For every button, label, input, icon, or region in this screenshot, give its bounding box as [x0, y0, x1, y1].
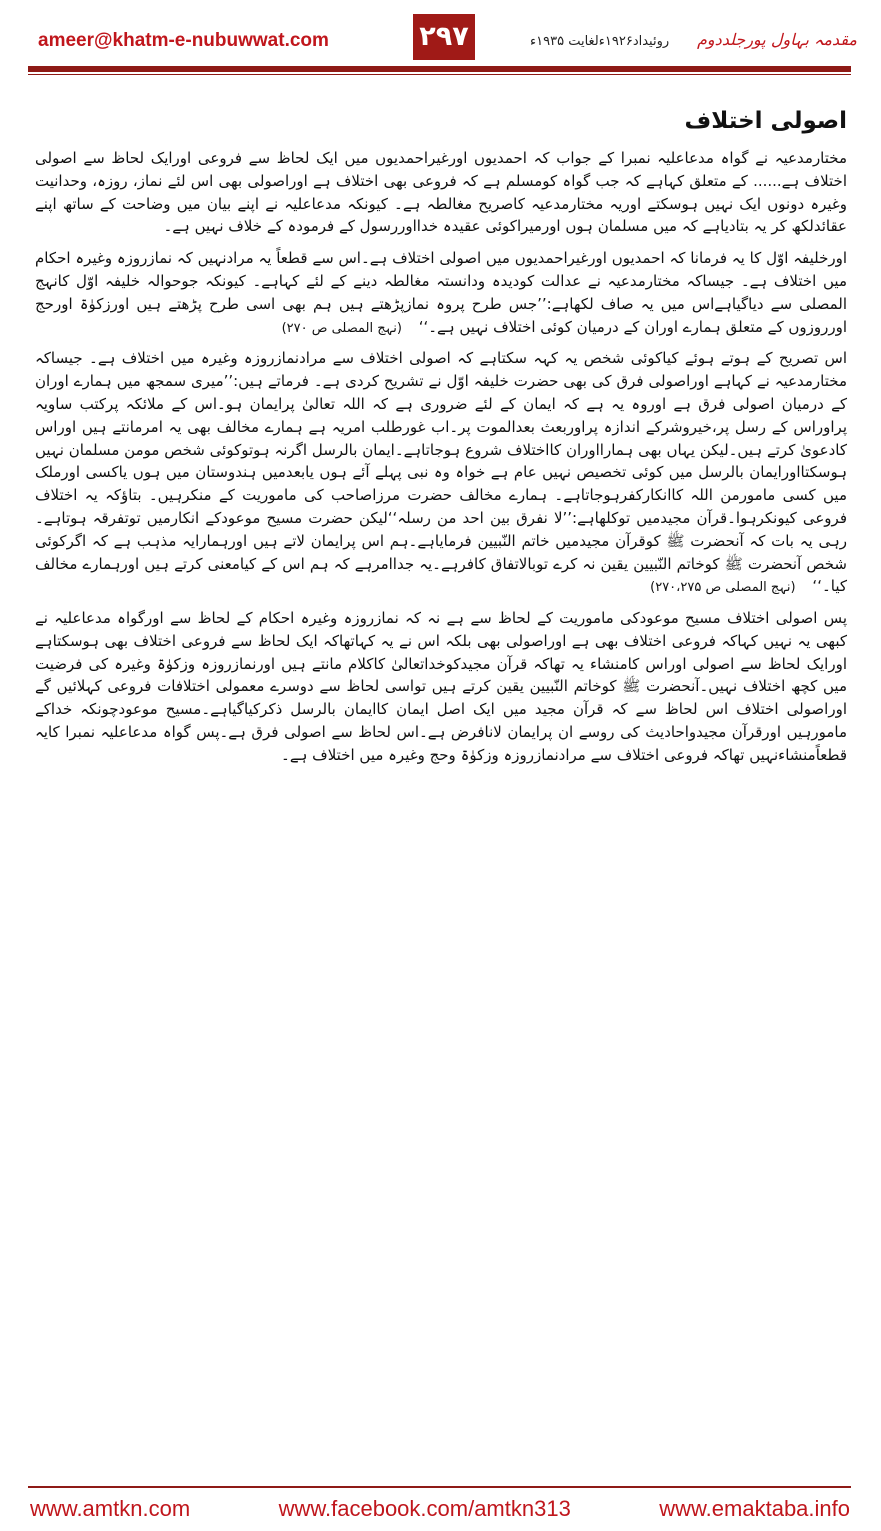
paragraph-1: مختارمدعیہ نے گواہ مدعاعلیہ نمبرا کے جواب کہ احمدیوں اورغیراحمدیوں میں ایک لحاظ سے فروعی اورایک لحاظ سے اصولی اختلاف ہے...... کے متعلق کہاہے کہ جب گواہ کومسلم ہے کہ فروعی بھی اختلاف ہے اوراصولی بھی اس لئے نماز، روزہ، وحدانیت وغیرہ دونوں ایک نہیں ہوسکتے اوریہ مختارمدعیہ کاصریح مغالطہ ہے۔ کیونکہ مدعاعلیہ نے اپنے بیان میں وضاحت کے ساتھ اپنے عقائدلکھ کر یہ بتادیاہے کہ میں مسلمان ہوں اورمیراکوئی عقیدہ خدااوررسول کے فرمودہ کے خلاف نہیں ہے۔ — [35, 148, 847, 236]
section-heading: اصولی اختلاف — [684, 108, 847, 134]
citation-1: (نہج المصلی ص ۲۷۰) — [281, 320, 402, 336]
header-email[interactable]: ameer@khatm-e-nubuwwat.com — [38, 30, 329, 51]
paragraph-4: پس اصولی اختلاف مسیح موعودکی ماموریت کے لحاظ سے ہے نہ کہ نمازروزہ وغیرہ احکام کے لحاظ سے اورگواہ مدعاعلیہ نے کبھی یہ نہیں کہاکہ فروعی اختلاف بھی ہے اوراصولی بھی بلکہ اس نے یہ کہاتھاکہ ایک لحاظ سے فروعی اختلاف بھی ہوسکتاہے اورایک لحاظ سے اصولی اوراس کامنشاء یہ تھاکہ قرآن مجیدکوخداتعالیٰ کاکلام مانتے ہیں اورنمازروزہ وزکوٰۃ وغیرہ کی فرضیت میں کچھ اختلاف نہیں۔آنحضرت ﷺ کوخاتم النّبیین یقین کرتے ہیں تواسی لحاظ سے دوسرے معمولی اختلافات فروعی کہلائیں گے اوراصولی اختلاف اس لحاظ سے کہ قرآن مجید میں ایک اصل ایمان کاایمان بالرسل ذکرکیاگیاہے۔مسیح موعودچونکہ خداکے مامورہیں اورقرآن مجیدواحادیث کی روسے ان پرایمان لانافرض ہے۔اس لحاظ سے اصولی فرق ہے۔پس گواہ مدعاعلیہ نمبرا کایہ قطعاًمنشاءنہیں تھاکہ فروعی اختلاف سے مرادنمازروزہ وزکوٰۃ وحج وغیرہ میں اختلاف ہے۔ — [35, 609, 847, 764]
page-header — [0, 0, 881, 84]
header-book-title: مقدمہ بہاول پورجلددوم — [696, 30, 857, 49]
header-rule-thin — [28, 74, 851, 75]
paragraph-2 — [35, 247, 847, 338]
page-body — [35, 96, 847, 776]
paragraph-3 — [35, 347, 847, 598]
paragraph-3-text: اس تصریح کے ہوتے ہوئے کیاکوئی شخص یہ کہہ سکتاہے کہ اصولی اختلاف سے مرادنمازروزہ وغیرہ میں اختلاف ہے۔ جیساکہ مختارمدعیہ نے کہاہے اوراصولی فرق کی بھی حضرت خلیفہ اوّل نے تشریح کردی ہے۔ فرماتے ہیں:’’میری سمجھ میں ہمارے اوران کے درمیان اصولی فرق ہے اوروہ یہ ہے کہ ایمان کے لئے ضروری ہے کہ اللہ تعالیٰ پرایمان ہو۔اس کے ملائکہ پرکتب ساویہ پراوراس کے رسل پر،خیروشرکے اندازہ پراوربعث بعدالموت پر۔اب غورطلب امریہ ہے ہمارے مخالف بھی یہ امرمانتے ہیں اوراس کادعویٰ کرتے ہیں۔لیکن یہاں بھی ہمارااوران کااختلاف شروع ہوجاتاہے۔ایمان بالرسل اگرنہ ہوتوکوئی شخص مومن مسلمان نہیں ہوسکتااورایمان بالرسل میں کوئی تخصیص نہیں عام ہے خواہ وہ نبی پہلے آئے ہوں یابعدمیں ہندوستان میں ہوں یاکسی اورملک میں کسی مامورمن اللہ کاانکارکفرہوجاتاہے۔ ہمارے مخالف حضرت مرزاصاحب کی ماموریت کے منکرہیں۔ بتاؤکہ یہ اختلاف فروعی کیونکرہوا۔قرآن مجیدمیں توکلھاہے:’’لا نفرق بین احد من رسلہ‘‘لیکن حضرت مسیح موعودکے انکارمیں توتفرقہ ہوتاہے۔رہی یہ بات کہ آنحضرت ﷺ کوقرآن مجیدمیں خاتم النّبیین فرمایاہے۔ہم اس پرایمان لاتے ہیں اورہمارایہ مذہب ہے کہ اگرکوئی شخص آنحضرت ﷺ کوخاتم النّبیین یقین نہ کرے توبالاتفاق کافرہے۔یہ جداامرہے کہ ہم اس کے کیامعنی کرتے ہیں اورہمارے مخالف کیا۔‘‘ — [35, 349, 847, 596]
footer-link-facebook[interactable]: www.facebook.com/amtkn313 — [278, 1496, 571, 1521]
page-footer — [30, 1492, 850, 1526]
footer-rule — [28, 1486, 851, 1488]
header-date-range: روئیداد۱۹۲۶ءلغایت ۱۹۳۵ء — [530, 34, 670, 49]
footer-link-amtkn[interactable]: www.amtkn.com — [30, 1496, 191, 1521]
citation-2: (نہج المصلی ص ۲۷۰،۲۷۵) — [650, 580, 796, 596]
page-number-badge: ۲۹۷ — [413, 14, 475, 60]
header-rule — [28, 66, 851, 72]
footer-link-emaktaba[interactable]: www.emaktaba.info — [659, 1496, 850, 1521]
paragraph-2-text: اورخلیفہ اوّل کا یہ فرمانا کہ احمدیوں اورغیراحمدیوں میں اصولی اختلاف ہے۔اس سے قطعاً یہ مرادنہیں کہ نمازروزہ وغیرہ احکام میں اختلاف ہے۔ جیساکہ مختارمدعیہ نے عدالت کودیدہ ودانستہ مغالطہ دینے کے لئے کہاہے۔ کیونکہ جوحوالہ خلیفہ اوّل کانہج المصلی سے دیاگیاہےاس میں یہ صاف لکھاہے:’’جس طرح پروہ نمازپڑھتے ہیں ہم بھی اسی طرح پڑھتے ہیں اورزکوٰۃ اورحج اورروزوں کے متعلق ہمارے اوران کے درمیان کوئی اختلاف نہیں ہے۔‘‘ — [35, 249, 847, 336]
